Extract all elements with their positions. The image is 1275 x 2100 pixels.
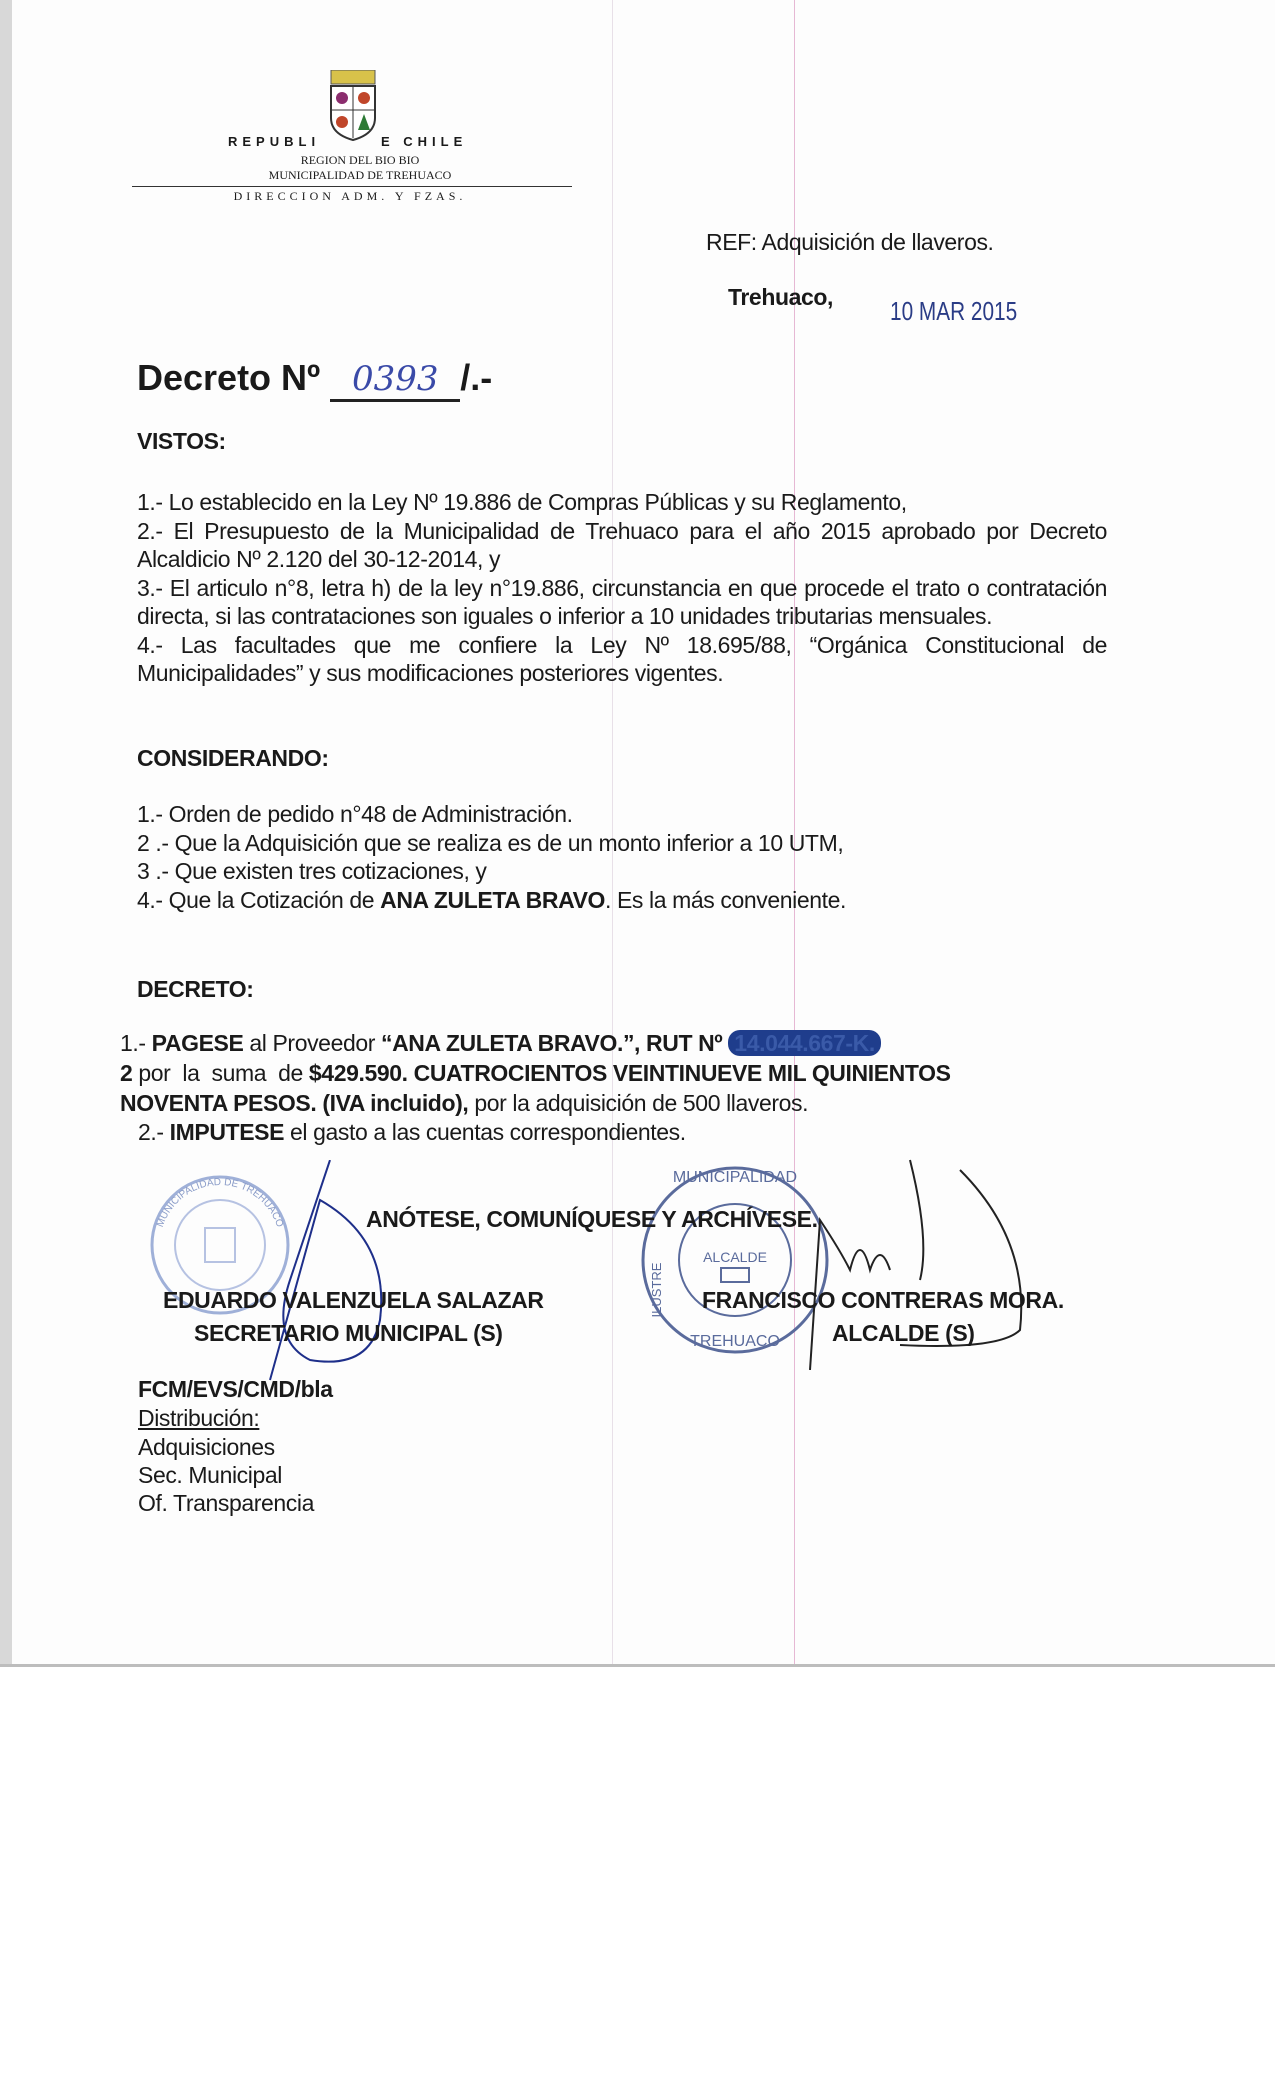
vistos-list [137, 488, 1107, 688]
text: “ANA ZULETA BRAVO.”, RUT Nº [381, 1030, 729, 1056]
header-divider [132, 186, 572, 187]
header-region: REGION DEL BIO BIO [300, 153, 420, 167]
text: al Proveedor [243, 1030, 381, 1056]
mayor-name: FRANCISCO CONTRERAS MORA. [702, 1287, 1064, 1313]
redacted-rut: 14.044.667-K. [728, 1030, 881, 1056]
text: 4.- Que la Cotización de [137, 886, 381, 913]
mayor-role: ALCALDE (S) [832, 1320, 975, 1346]
distribution-heading: Distribución: [138, 1405, 260, 1431]
text: $429.590. CUATROCIENTOS VEINTINUEVE MIL QUINIENTOS [308, 1060, 951, 1086]
reference-line: REF: Adquisición de llaveros. [706, 229, 994, 255]
distribution-item: Of. Transparencia [138, 1490, 315, 1516]
vistos-heading: VISTOS: [137, 428, 226, 454]
decreto-line-4 [138, 1119, 686, 1146]
text: NOVENTA PESOS. (IVA incluido), [120, 1090, 469, 1116]
secretary-signature [250, 1160, 400, 1400]
secretary-role: SECRETARIO MUNICIPAL (S) [194, 1320, 503, 1346]
initials: FCM/EVS/CMD/bla [138, 1376, 333, 1402]
distribution-item: Adquisiciones [138, 1434, 275, 1460]
seal-text: MUNICIPALIDAD [672, 1169, 798, 1186]
seal-text-left: MUNICIPALIDAD DE TREHUACO [154, 1176, 286, 1229]
text: ANA ZULETA BRAVO [380, 886, 605, 913]
header-department: DIRECCION ADM. Y FZAS. [233, 189, 467, 203]
text: por la adquisición de 500 llaveros. [468, 1090, 809, 1116]
distribution-item: Sec. Municipal [138, 1462, 282, 1488]
decreto-line-1 [120, 1030, 881, 1057]
considerando-item: 3 .- Que existen tres cotizaciones, y [137, 858, 487, 884]
seal-text: ILUSTRE [649, 1262, 664, 1318]
header-country-right: E CHILE [381, 134, 468, 149]
coat-of-arms-icon [325, 70, 381, 142]
seal-text: ALCALDE [703, 1249, 767, 1265]
text: 1.- [120, 1030, 152, 1056]
decree-number-handwritten: 0393 [330, 359, 460, 402]
considerando-heading: CONSIDERANDO: [137, 745, 329, 771]
vistos-item: 4.- Las facultades que me confiere la Ley Nº 18.695/88, “Orgánica Constitucional de Municipalidades” y sus modificaciones posteriores vigentes. [137, 631, 1107, 686]
closing-formula: ANÓTESE, COMUNÍQUESE Y ARCHÍVESE. [366, 1206, 818, 1232]
text: 2.- [138, 1119, 170, 1145]
decree-title [137, 357, 492, 402]
text: . Es la más conveniente. [605, 886, 846, 913]
decreto-heading: DECRETO: [137, 976, 254, 1002]
secretary-name: EDUARDO VALENZUELA SALAZAR [163, 1287, 544, 1313]
place: Trehuaco, [728, 284, 834, 310]
considerando-list [137, 800, 1107, 914]
date-stamp: 10 MAR 2015 [890, 296, 1018, 326]
vistos-item: 1.- Lo establecido en la Ley Nº 19.886 de Compras Públicas y su Reglamento, [137, 489, 907, 515]
header-municipality: MUNICIPALIDAD DE TREHUACO [268, 168, 452, 182]
considerando-item: 1.- Orden de pedido n°48 de Administración. [137, 801, 573, 827]
vistos-item: 2.- El Presupuesto de la Municipalidad de Trehuaco para el año 2015 aprobado por Decreto Alcaldicio Nº 2.120 del 30-12-2014, y [137, 517, 1107, 572]
text: PAGESE [151, 1030, 244, 1056]
title-prefix: Decreto Nº [137, 357, 321, 398]
considerando-item: 2 .- Que la Adquisición que se realiza es de un monto inferior a 10 UTM, [137, 829, 844, 856]
text: IMPUTESE [169, 1119, 285, 1145]
title-suffix: /.- [460, 357, 493, 398]
seal-text: TREHUACO [690, 1333, 780, 1350]
text: el gasto a las cuentas correspondientes. [284, 1119, 686, 1145]
decreto-line-2 [120, 1060, 1107, 1087]
decreto-line-3 [120, 1090, 808, 1117]
considerando-item [137, 886, 1107, 915]
text: 2 [120, 1060, 133, 1086]
scan-edge [0, 0, 12, 1664]
vistos-item: 3.- El articulo n°8, letra h) de la ley n°19.886, circunstancia en que procede el trato o contratación directa, si las contrataciones son iguales o inferior a 10 unidades tributarias mensuales. [137, 574, 1107, 629]
text: por la suma de [132, 1060, 309, 1086]
header-country-left: REPUBLI [228, 134, 321, 149]
